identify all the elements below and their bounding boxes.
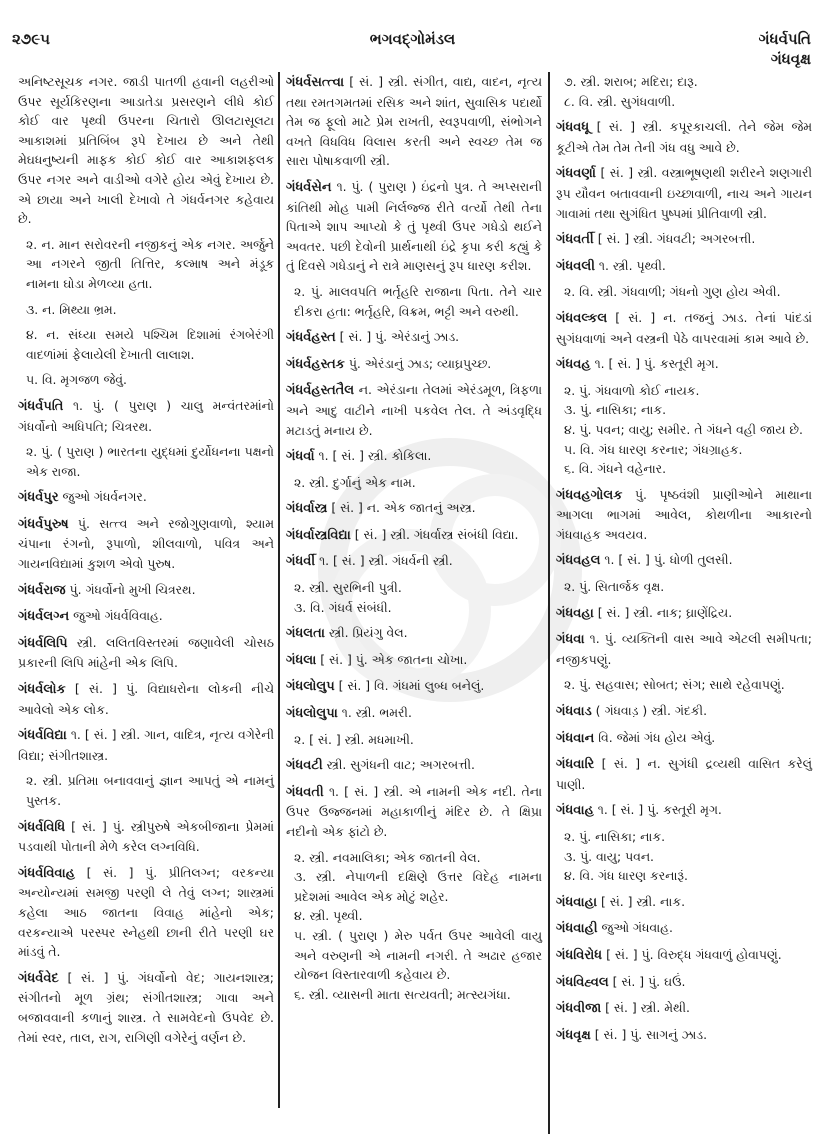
dictionary-entry <box>556 1025 812 1046</box>
headword: ગંધર્વહસ્તક <box>286 356 345 372</box>
dictionary-entry <box>286 782 542 842</box>
headword: ગંધવહ <box>556 357 591 373</box>
definition-text: અનિષ્ટસૂચક નગર. જાડી પાતળી હવાની લહરીઓ ઉપર સૂર્યકિરણના આડાતેડા પ્રસરણને લીધે કોઈ કોઈ વાર પૃથ્વી ઉપરના ચિતારો ઊલટાસૂલટા આકાશમાં પ્રતિબિંબ રૂપે દેખાય છે અને તેથી મેઘધનુષ્યની માફક કોઈ કોઈ વાર આકાશફલક ઉપર નગર અને વાડીઓ વગેરે હોય એવું દેખાય છે. એ છાયા અને ખાલી દેખાવો તે ગંધર્વનગર કહેવાય છે. <box>18 74 274 227</box>
definition-text: ૪. ન. સંધ્યા સમયે પશ્ચિમ દિશામાં રંગબેરંગી વાદળાંમાં ફેલાયેલી દેખાતી લાલાશ. <box>26 327 274 362</box>
definition-text: ૮. વિ. સ્ત્રી. સુગંધવાળી. <box>564 93 676 109</box>
headword: ગંધવાહી <box>556 921 598 937</box>
dictionary-entry <box>556 728 812 749</box>
guide-word-first: ગંધર્વપતિ <box>758 30 811 48</box>
definition-text: ૨. પું. નાસિકા; નાક. <box>564 829 666 844</box>
headword: ગંધવહલ <box>556 553 601 569</box>
definition-text: ૧. [ સં. ] સ્ત્રી. કોકિલા. <box>318 448 432 464</box>
definition-text: [ સં. ] સ્ત્રી. કપૂરકાચલી. તેને જેમ જેમ કૂટીએ તેમ તેમ તેની ગંધ વધુ આવે છે. <box>556 119 812 155</box>
definition-text: ૧. પું. વ્યક્તિની વાસ આવે એટલી સમીપતા; નજીકપણું. <box>556 631 812 667</box>
definition-text: ૨. [ સં. ] સ્ત્રી. મધમાખી. <box>294 731 414 747</box>
definition-text: ૧. પું. ( પુરાણ ) ચાલુ મન્વંતરમાંનો ગંધર્વોનો અધિપતિ; ચિત્રરથ. <box>18 397 274 434</box>
dictionary-entry <box>18 968 274 1047</box>
definition-text: ૨. પું. ગંધવાળો કોઈ નાયક. <box>564 382 700 398</box>
definition-text: [ સં. ] સ્ત્રી. નાક; ઘ્રાણેંદ્રિય. <box>597 604 733 620</box>
entry-sense <box>286 985 542 1005</box>
entry-sense <box>556 847 812 867</box>
definition-text: જુઓ ગંધવાહ. <box>601 920 673 936</box>
definition-text: ૩. પું. વાયુ; પવન. <box>564 848 654 864</box>
headword: ગંધર્વસેન <box>286 179 332 195</box>
definition-text: ૨. સ્ત્રી. નવમાલિકા; એક જાતની વેલ. <box>294 849 481 865</box>
definition-text: ૨. સ્ત્રી. પ્રતિમા બનાવવાનું જ્ઞાન આપતું એ નામનું પુસ્તક. <box>26 773 274 808</box>
entry-sense <box>18 325 274 364</box>
definition-text: જુઓ ગંધર્વનગર. <box>62 489 147 505</box>
headword: ગંધવધૂ <box>556 120 590 136</box>
column-divider <box>278 72 280 1108</box>
dictionary-entry <box>18 580 274 601</box>
definition-text: પું. એરંડાનું ઝાડ; વ્યાઘ્રપુચ્છ. <box>348 355 492 371</box>
headword: ગંધવિહ્વલ <box>556 974 609 990</box>
definition-text: [ સં. ] પું. પ્રીતિલગ્ન; વરકન્યા અન્યોન્યમાં સમજી પરણી લે તેવું લગ્ન; શાસ્ત્રમાં કહેલા આઠ જાતના વિવાહ માંહેનો એક; વરકન્યાએ પરસ્પર સ્નેહથી છાની રીતે પરણી ઘર માંડવું તે. <box>18 864 274 960</box>
dictionary-entry <box>556 754 812 794</box>
dictionary-entry <box>18 487 274 508</box>
entry-sense <box>286 906 542 926</box>
dictionary-entry <box>556 256 812 277</box>
entry-sense <box>18 442 274 481</box>
definition-text: ૨. સ્ત્રી. દુર્ગાનું એક નામ. <box>294 474 416 490</box>
dictionary-entry <box>18 633 274 673</box>
entry-sense <box>286 848 542 868</box>
headword: ગંધવાહ <box>556 803 594 819</box>
definition-text: [ સં. ] સ્ત્રી. નાક. <box>600 893 686 909</box>
dictionary-entry <box>18 863 274 962</box>
definition-text: ૨. પું. સહવાસ; સોબત; સંગ; સાથે રહેવાપણું. <box>564 677 785 693</box>
entry-sense <box>556 675 812 695</box>
definition-text: ૨. ન. માન સરોવરની નજીકનું એક નગર. અર્જુને આ નગરને જીતી તિત્તિર, કલ્માષ અને મંડૂક નામના ઘોડા મેળવ્યા હતા. <box>26 236 274 291</box>
definition-text: ૨. સ્ત્રી. સુરભિની પુત્રી. <box>294 580 402 596</box>
headword: ગંધર્વા <box>286 449 315 465</box>
definition-text: ૨. પું. સિતાર્જક વૃક્ષ. <box>564 579 665 595</box>
headword: ગંધવલી <box>556 258 595 274</box>
dictionary-entry <box>556 550 812 571</box>
headword: ગંધવિરોધ <box>556 947 603 963</box>
dictionary-entry <box>286 525 542 546</box>
headword: ગંધર્વસત્ત્વા <box>286 75 345 90</box>
headword: ગંધવટી <box>286 758 323 774</box>
definition-text: ૨. પું. ( પુરાણ ) ભારતના યુદ્ધમાં દુર્યોધનના પક્ષનો એક રાજા. <box>26 444 274 479</box>
definition-text: [ સં. ] પું. એક જાતના ચોખા. <box>320 651 468 667</box>
entry-sense <box>556 866 812 886</box>
definition-text: ૧. [ સં. ] પું. કસ્તૂરી મૃગ. <box>594 356 719 372</box>
entry-sense <box>286 473 542 493</box>
definition-text: ૪. વિ. ગંધ ધારણ કરનારૂં. <box>564 868 688 884</box>
definition-text: ૧. પું. ( પુરાણ ) ઇંદ્રનો પુત્ર. તે અપ્સરાની કાંતિથી મોહ પામી નિર્લજ્જ રીતે વર્ત્યો તેથી તેના પિતાએ શાપ આપ્યો કે તું પૃથ્વી ઉપર ગધેડો થઈને અવતર. પછી દેવોની પ્રાર્થનાથી ઇંદ્રે કૃપા કરી કહ્યું કે તું દિવસે ગધેડાનું ને રાત્રે માણસનું રૂપ ધારણ કરીશ. <box>286 178 542 274</box>
headword: ગંધવર્ણા <box>556 166 596 182</box>
dictionary-entry <box>556 117 812 157</box>
dictionary-entry <box>286 623 542 644</box>
book-title: ભગવદ્ગોમંડલ <box>369 30 456 48</box>
entry-sense <box>556 381 812 401</box>
headword: ગંધવૃક્ષ <box>556 1027 591 1043</box>
entry-sense <box>18 72 274 229</box>
headword: ગંધર્વાસ્ત્રવિદ્યા <box>286 527 351 543</box>
headword: ગંધલોલુપા <box>286 706 338 722</box>
definition-text: [ સં. ] પું. સાગનું ઝાડ. <box>594 1026 708 1042</box>
dictionary-entry <box>556 603 812 624</box>
dictionary-entry <box>556 308 812 348</box>
headword: ગંધવા <box>556 632 585 648</box>
definition-text: [ સં. ] પું. વિદ્યાધરોના લોકની નીચે આવેલો એક લોક. <box>18 681 274 717</box>
definition-text: ૩. પું. નાસિકા; નાક. <box>564 402 667 418</box>
headword: ગંધવતી <box>286 784 324 800</box>
dictionary-entry <box>18 725 274 765</box>
entry-sense <box>556 459 812 479</box>
dictionary-entry <box>556 892 812 913</box>
entry-sense <box>556 400 812 420</box>
headword: ગંધવહા <box>556 605 594 621</box>
column-divider <box>548 72 550 1134</box>
headword: ગંધવાડ <box>556 704 592 720</box>
definition-text: ૫. વિ. ગંધ ધારણ કરનાર; ગંધગ્રાહક. <box>564 441 743 457</box>
dictionary-entry <box>286 551 542 572</box>
headword: ગંધલા <box>286 652 317 668</box>
dictionary-entry <box>556 998 812 1019</box>
headword: ગંધવાહા <box>556 894 598 910</box>
dictionary-entry <box>556 485 812 545</box>
headword: ગંધવર્તી <box>556 232 594 248</box>
definition-text: ૫. વિ. મૃગજળ જેવું. <box>26 372 127 388</box>
dictionary-entry <box>286 650 542 671</box>
definition-text: સ્ત્રી. સુગંધની વાટ; અગરબત્તી. <box>326 757 475 773</box>
definition-text: [ સં. ] સ્ત્રી. મેથી. <box>605 1000 690 1016</box>
definition-text: [ સં. ] પું. એરંડાનું ઝાડ. <box>339 329 460 345</box>
dictionary-entry <box>556 945 812 966</box>
definition-text: ૧. [ સં. ] સ્ત્રી. ગંધર્વની સ્ત્રી. <box>319 553 453 569</box>
headword: ગંધર્વહસ્ત <box>286 330 336 346</box>
headword: ગંધવાન <box>556 730 595 746</box>
entry-sense <box>18 370 274 390</box>
headword: ગંધર્વપુર <box>18 490 59 506</box>
headword: ગંધર્વપતિ <box>18 398 64 414</box>
dictionary-entry <box>18 817 274 857</box>
dictionary-entry <box>556 701 812 722</box>
headword: ગંધવારિ <box>556 757 595 773</box>
definition-text: ૧. [ સં. ] સ્ત્રી. ગાન, વાદિત્ર, નૃત્ય વગેરેની વિદ્યા; સંગીતશાસ્ત્ર. <box>18 727 274 763</box>
definition-text: [ સં. ] પું. ઘઉં. <box>612 973 686 989</box>
definition-text: [ સં. ] ન. સુગંધી દ્રવ્યથી વાસિત કરેલું પાણી. <box>556 756 812 792</box>
dictionary-entry <box>18 606 274 627</box>
entry-sense <box>286 867 542 906</box>
headword: ગંધર્વરાજ <box>18 582 66 598</box>
page-number: ૨૭૯૫ <box>12 30 50 48</box>
dictionary-entry <box>18 679 274 719</box>
headword: ગંધર્વપુરુષ <box>18 516 69 532</box>
definition-text: ૧. [ સં. ] પું. કસ્તૂરી મૃગ. <box>597 802 722 818</box>
definition-text: [ સં. ] સ્ત્રી. વસ્ત્રાભૂષણથી શરીરને શણગારી રૂપ યૌવન બતાવવાની ઇચ્છાવાળી, નાચ અને ગાયન ગાવામાં તથા સુગંધિત પુષ્પમાં પ્રીતિવાળી સ્ત્રી. <box>556 165 812 221</box>
dictionary-columns <box>0 72 825 1142</box>
headword: ગંધર્વાસ્ત્ર <box>286 501 328 517</box>
dictionary-entry <box>556 229 812 250</box>
dictionary-entry <box>556 354 812 375</box>
entry-sense <box>556 440 812 460</box>
dictionary-entry <box>556 800 812 821</box>
headword: ગંધવહગોલક <box>556 487 623 503</box>
definition-text: [ સં. ] સ્ત્રી. ગંધર્વાસ્ત્ર સંબંધી વિદ્યા. <box>354 526 519 542</box>
entry-sense <box>18 235 274 294</box>
definition-text: સ્ત્રી. લલિતવિસ્તરમાં જણાવેલી ચોસઠ પ્રકારની લિપિ માંહેની એક લિપિ. <box>18 634 274 671</box>
headword: ગંધર્વલગ્ન <box>18 609 70 625</box>
definition-text: ૩. વિ. ગંધર્વ સંબંધી. <box>294 599 392 615</box>
definition-text: ૬. વિ. ગંધને વહેનાર. <box>564 461 667 477</box>
definition-text: [ સં. ] પું. વિરુદ્ધ ગંધવાળું હોવાપણું. <box>606 946 782 962</box>
definition-text: ૪. સ્ત્રી. પૃથ્વી. <box>294 908 363 924</box>
headword: ગંધવીજા <box>556 1001 602 1017</box>
headword: ગંધર્વી <box>286 554 316 570</box>
headword: ગંધલતા <box>286 626 325 642</box>
headword: ગંધર્વલોક <box>18 682 66 698</box>
dictionary-entry <box>18 396 274 436</box>
headword: ગંધલોલુપ <box>286 679 335 695</box>
definition-text: પું. સત્ત્વ અને રજોગુણવાળો, શ્યામ ચંપાના રંગનો, રૂપાળો, શીલવાળો, પવિત્ર અને ગાયનવિદ્યામાં કુશળ એવો પુરુષ. <box>18 515 274 572</box>
column-2 <box>286 72 542 1122</box>
column-1 <box>18 72 274 1122</box>
dictionary-entry <box>286 380 542 440</box>
page-header <box>0 30 825 70</box>
headword: ગંધવલ્કલ <box>556 310 608 326</box>
definition-text: ૧. સ્ત્રી. ભમરી. <box>341 705 412 721</box>
definition-text: પું. ગંધર્વોનો મુખી ચિત્રરથ. <box>69 581 196 597</box>
entry-sense <box>556 72 812 92</box>
dictionary-entry <box>556 629 812 669</box>
column-3 <box>556 72 812 1122</box>
entry-sense <box>286 578 542 598</box>
definition-text: [ સં. ] ન. એક જાતનું અસ્ત્ર. <box>331 500 476 516</box>
dictionary-entry <box>556 918 812 939</box>
definition-text: [ સં. ] વિ. ગંધમાં લુબ્ધ બનેલું. <box>338 678 485 694</box>
entry-sense <box>18 771 274 810</box>
definition-text: [ સં. ] પું. ગંધર્વોનો વેદ; ગાયનશાસ્ત્ર; સંગીતનો મૂળ ગ્રંથ; સંગીતશાસ્ત્ર; ગાવા અને બજાવવાની કળાનું શાસ્ત્ર. તે સામવેદનો ઉપવેદ છે. તેમાં સ્વર, તાલ, રાગ, રાગિણી વગેરેનું વર્ણન છે. <box>18 969 274 1045</box>
definition-text: ૨. પું. માલવપતિ ભર્તૃહરિ રાજાના પિતા. તેને ચાર દીકરા હતા: ભર્તૃહરિ, વિક્રમ, ભટ્ટી અને વરુથી. <box>294 283 542 319</box>
entry-sense <box>18 300 274 320</box>
definition-text: ૩. સ્ત્રી. નેપાળની દક્ષિણે ઉત્તર વિદેહ નામના પ્રદેશમાં આવેલ એક મોટું શહેર. <box>294 869 542 904</box>
dictionary-entry <box>286 498 542 519</box>
definition-text: ૫. સ્ત્રી. ( પુરાણ ) મેરુ પર્વત ઉપર આવેલી વાયુ અને વરુણની એ નામની નગરી. તે અઢાર હજાર યોજન વિસ્તારવાળી કહેવાય છે. <box>294 927 542 983</box>
definition-text: પું. પૃષ્ઠવંશી પ્રાણીઓને માથાના આગલા ભાગમાં આવેલ, કોથળીના આકારનો ગંધવાહક અવયવ. <box>556 486 812 542</box>
dictionary-entry <box>556 972 812 993</box>
entry-sense <box>556 420 812 440</box>
definition-text: ૨. વિ. સ્ત્રી. ગંધવાળી; ગંધનો ગુણ હોય એવી. <box>564 284 781 300</box>
headword: ગંધર્વવિવાહ <box>18 865 75 881</box>
dictionary-entry <box>18 514 274 574</box>
dictionary-entry <box>286 703 542 724</box>
dictionary-entry <box>286 72 542 171</box>
definition-text: [ સં. ] ન. તજનું ઝાડ. તેનાં પાંદડાં સુગંધવાળાં અને વસ્ત્રની પેઠે વાપરવામાં કામ આવે છે. <box>556 309 812 346</box>
entry-sense <box>286 598 542 618</box>
definition-text: ( ગંધવાડ઼ ) સ્ત્રી. ગંદકી. <box>595 703 708 719</box>
entry-sense <box>286 926 542 985</box>
definition-text: વિ. જેમાં ગંધ હોય એવું. <box>598 729 716 745</box>
dictionary-entry <box>286 327 542 348</box>
dictionary-entry <box>286 676 542 697</box>
headword: ગંધર્વલિપિ <box>18 635 68 651</box>
definition-text: સ્ત્રી. પ્રિયંગુ વેલ. <box>328 625 408 641</box>
dictionary-entry <box>286 354 542 375</box>
entry-sense <box>556 577 812 597</box>
definition-text: [ સં. ] સ્ત્રી. ગંધવટી; અગરબત્તી. <box>597 231 756 247</box>
dictionary-entry <box>286 177 542 276</box>
definition-text: ન. એરંડાના તેલમાં એરંડમૂળ, ત્રિફળા અને આદુ વાટીને નાખી પકવેલ તેલ. તે અંડવૃદ્ધિ મટાડતું મનાય છે. <box>286 382 542 438</box>
entry-sense <box>286 730 542 750</box>
headword: ગંધર્વવિદ્યા <box>18 728 67 744</box>
headword: ગંધર્વહસ્તતૈલ <box>286 383 355 399</box>
definition-text: ૩. ન. મિથ્યા ભ્રમ. <box>26 301 117 317</box>
dictionary-entry <box>286 755 542 776</box>
definition-text: ૧. સ્ત્રી. પૃથ્વી. <box>598 257 666 273</box>
headword: ગંધર્વવેદ <box>18 970 59 986</box>
entry-sense <box>556 827 812 847</box>
definition-text: ૧. [ સં. ] સ્ત્રી. એ નામની એક નદી. તેના ઉપર ઉજ્જનમાં મહાકાળીનું મંદિર છે. તે ક્ષિપ્રા નદીનો એક ફાંટો છે. <box>286 783 542 839</box>
definition-text: જુઓ ગંધર્વવિવાહ. <box>73 608 163 624</box>
entry-sense <box>556 92 812 112</box>
guide-word-last: ગંધવૃક્ષ <box>770 50 811 68</box>
entry-sense <box>286 282 542 321</box>
definition-text: ૧. [ સં. ] પું. ધોળી તુલસી. <box>604 552 733 568</box>
definition-text: [ સં. ] સ્ત્રી. સંગીત, વાદ્ય, વાદન, નૃત્ય તથા રમતગમતમાં રસિક અને શાંત, સુવાસિક પદાર્થો તેમ જ ફૂલો માટે પ્રેમ રાખતી, સ્વરૂપવાળી, સંભોગને વખતે વિધવિધ વિલાસ કરતી અને સ્વચ્છ તેમ જ સારા પોષાકવાળી સ્ત્રી. <box>286 74 542 169</box>
dictionary-entry <box>286 446 542 467</box>
definition-text: [ સં. ] પું. સ્ત્રીપુરુષે એકબીજાના પ્રેમમાં પડવાથી પોતાની મેળે કરેલ લગ્નવિધિ. <box>18 818 274 855</box>
dictionary-entry <box>556 163 812 223</box>
entry-sense <box>556 282 812 302</box>
headword: ગંધર્વવિધિ <box>18 819 66 835</box>
definition-text: ૪. પું. પવન; વાયુ; સમીર. તે ગંધને વહી જાય છે. <box>564 421 803 437</box>
definition-text: ૭. સ્ત્રી. શરાબ; મદિરા; દારૂ. <box>564 74 698 89</box>
definition-text: ૬. સ્ત્રી. વ્યાસની માતા સત્યવતી; મત્સ્યગંધા. <box>294 986 511 1002</box>
